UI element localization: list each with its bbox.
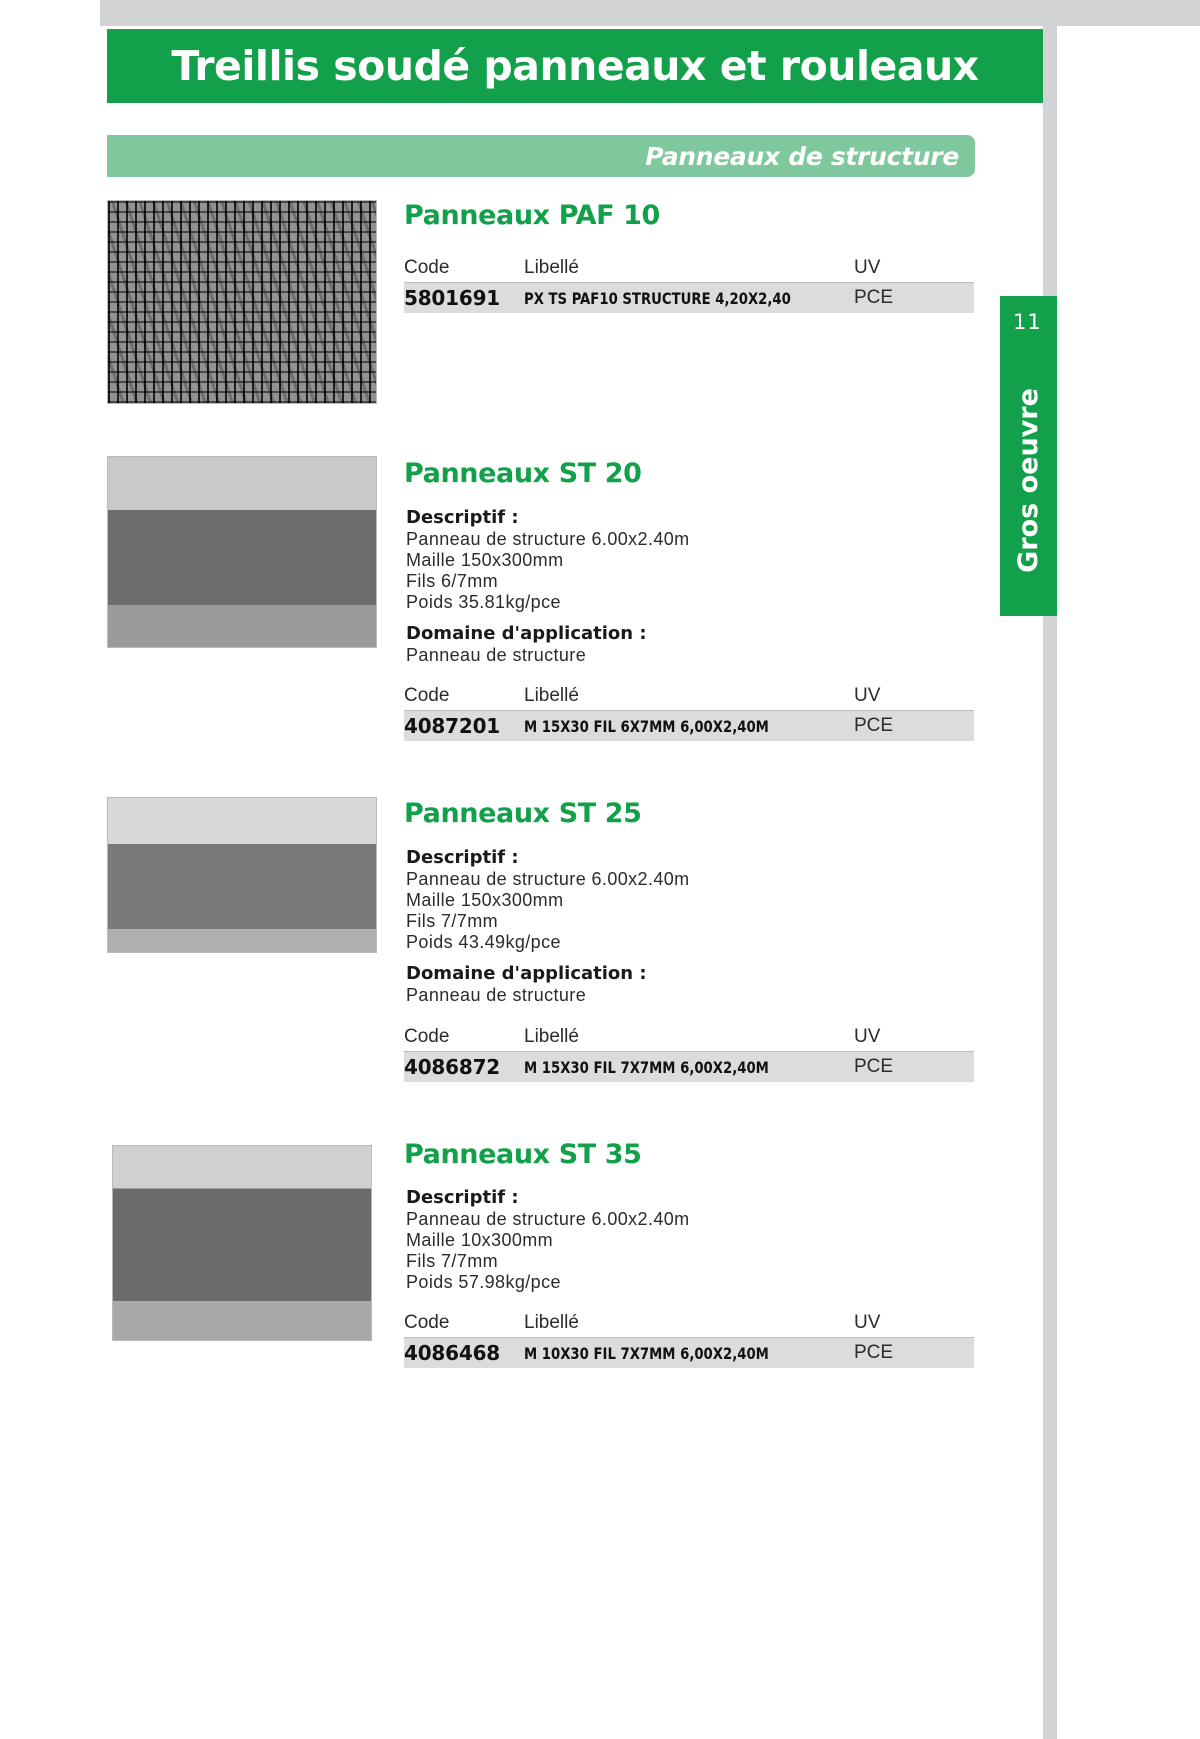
table-row bbox=[404, 1338, 974, 1368]
col-header-code: Code bbox=[404, 1026, 450, 1047]
descriptif-line: Fils 7/7mm bbox=[406, 1251, 499, 1271]
product-title-paf10: Panneaux PAF 10 bbox=[404, 200, 660, 231]
mesh-photo-texture bbox=[108, 201, 376, 403]
cell-libelle: M 15X30 FIL 7X7MM 6,00X2,40M bbox=[524, 1057, 769, 1077]
cell-code: 4086872 bbox=[404, 1055, 501, 1079]
chapter-label-text: Gros oeuvre bbox=[1013, 387, 1044, 573]
table-row bbox=[404, 711, 974, 741]
cell-libelle: M 10X30 FIL 7X7MM 6,00X2,40M bbox=[524, 1343, 769, 1363]
descriptif-label: Descriptif : bbox=[406, 1187, 519, 1208]
product-title-st20: Panneaux ST 20 bbox=[404, 458, 642, 489]
col-header-libelle: Libellé bbox=[524, 685, 579, 706]
col-header-libelle: Libellé bbox=[524, 1026, 579, 1047]
descriptif-line: Panneau de structure 6.00x2.40m bbox=[406, 869, 690, 889]
cell-uv: PCE bbox=[854, 1056, 894, 1077]
domaine-label: Domaine d'application : bbox=[406, 963, 647, 984]
product-image-st25 bbox=[107, 797, 377, 953]
cell-code: 5801691 bbox=[404, 286, 501, 310]
page-title-banner bbox=[107, 29, 1043, 103]
table-row bbox=[404, 283, 974, 313]
table-header-row bbox=[404, 685, 974, 711]
section-header-band bbox=[107, 135, 975, 177]
page-title: Treillis soudé panneaux et rouleaux bbox=[171, 42, 979, 90]
product-title-st35: Panneaux ST 35 bbox=[404, 1139, 642, 1170]
col-header-libelle: Libellé bbox=[524, 1312, 579, 1333]
code-table-st20 bbox=[404, 685, 974, 741]
cell-code: 4086468 bbox=[404, 1341, 501, 1365]
code-table-paf10 bbox=[404, 257, 974, 313]
mesh-photo-texture bbox=[108, 798, 376, 952]
page-top-gutter bbox=[0, 0, 1200, 26]
table-row bbox=[404, 1052, 974, 1082]
spacer bbox=[406, 613, 866, 623]
col-header-uv: UV bbox=[854, 685, 881, 706]
product-description-st35 bbox=[406, 1187, 866, 1293]
descriptif-label: Descriptif : bbox=[406, 847, 519, 868]
product-description-st25 bbox=[406, 847, 866, 1006]
table-header-row bbox=[404, 1026, 974, 1052]
descriptif-line: Fils 6/7mm bbox=[406, 571, 499, 591]
col-header-uv: UV bbox=[854, 1026, 881, 1047]
domaine-value: Panneau de structure bbox=[406, 985, 587, 1005]
product-image-st35 bbox=[112, 1145, 372, 1341]
cell-uv: PCE bbox=[854, 715, 894, 736]
table-header-row bbox=[404, 257, 974, 283]
product-title-st25: Panneaux ST 25 bbox=[404, 798, 642, 829]
col-header-code: Code bbox=[404, 685, 450, 706]
spacer bbox=[406, 953, 866, 963]
product-description-st20 bbox=[406, 507, 866, 666]
page-left-gutter bbox=[0, 0, 100, 1739]
descriptif-line: Poids 43.49kg/pce bbox=[406, 932, 561, 952]
code-table-st35 bbox=[404, 1312, 974, 1368]
descriptif-line: Maille 10x300mm bbox=[406, 1230, 554, 1250]
descriptif-line: Panneau de structure 6.00x2.40m bbox=[406, 529, 690, 549]
descriptif-label: Descriptif : bbox=[406, 507, 519, 528]
table-header-row bbox=[404, 1312, 974, 1338]
cell-uv: PCE bbox=[854, 287, 894, 308]
domaine-label: Domaine d'application : bbox=[406, 623, 647, 644]
descriptif-line: Maille 150x300mm bbox=[406, 550, 564, 570]
descriptif-line: Fils 7/7mm bbox=[406, 911, 499, 931]
domaine-value: Panneau de structure bbox=[406, 645, 587, 665]
product-image-st20 bbox=[107, 456, 377, 648]
code-table-st25 bbox=[404, 1026, 974, 1082]
cell-libelle: M 15X30 FIL 6X7MM 6,00X2,40M bbox=[524, 716, 769, 736]
col-header-uv: UV bbox=[854, 257, 881, 278]
cell-uv: PCE bbox=[854, 1342, 894, 1363]
descriptif-line: Poids 35.81kg/pce bbox=[406, 592, 561, 612]
col-header-uv: UV bbox=[854, 1312, 881, 1333]
section-title: Panneaux de structure bbox=[645, 141, 959, 171]
col-header-code: Code bbox=[404, 1312, 450, 1333]
descriptif-line: Maille 150x300mm bbox=[406, 890, 564, 910]
cell-code: 4087201 bbox=[404, 714, 501, 738]
page-number: 11 bbox=[1013, 310, 1042, 334]
chapter-label bbox=[1000, 355, 1057, 605]
mesh-photo-texture bbox=[108, 457, 376, 647]
cell-libelle: PX TS PAF10 STRUCTURE 4,20X2,40 bbox=[524, 288, 791, 308]
col-header-libelle: Libellé bbox=[524, 257, 579, 278]
product-image-paf10 bbox=[107, 200, 377, 404]
descriptif-line: Poids 57.98kg/pce bbox=[406, 1272, 561, 1292]
mesh-photo-texture bbox=[113, 1146, 371, 1340]
descriptif-line: Panneau de structure 6.00x2.40m bbox=[406, 1209, 690, 1229]
col-header-code: Code bbox=[404, 257, 450, 278]
page-right-shadow bbox=[1043, 0, 1057, 1739]
